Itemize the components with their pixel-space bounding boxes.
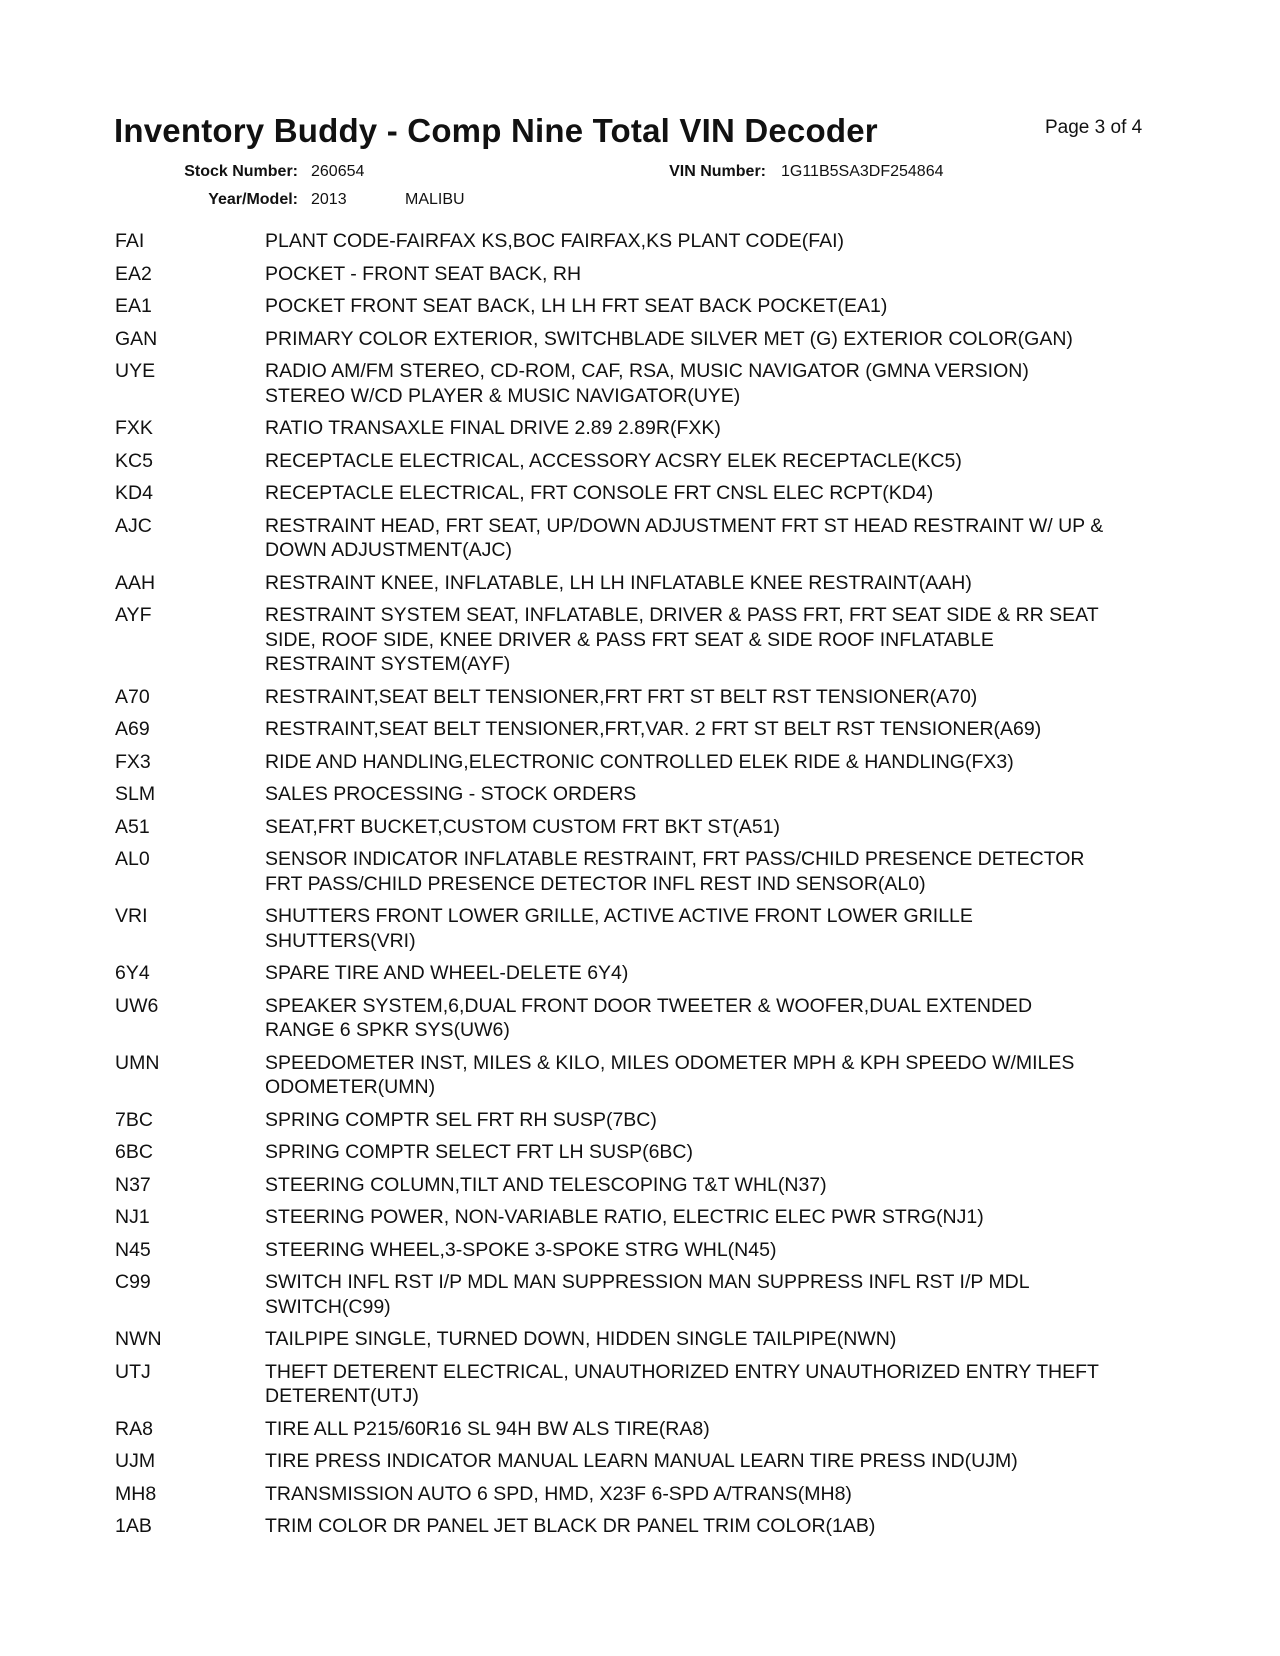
option-row — [0, 1482, 1280, 1515]
option-row — [0, 1205, 1280, 1238]
option-code: NJ1 — [115, 1206, 150, 1228]
option-code: A69 — [115, 718, 150, 740]
option-row — [0, 416, 1280, 449]
option-code: NWN — [115, 1328, 162, 1350]
stock-number-value: 260654 — [311, 163, 365, 180]
option-code-list — [0, 229, 1280, 1547]
option-row — [0, 685, 1280, 718]
option-code: UYE — [115, 360, 156, 382]
option-code: EA2 — [115, 262, 152, 285]
option-row — [0, 1327, 1280, 1360]
option-description: RADIO AM/FM STEREO, CD-ROM, CAF, RSA, MUSIC NAVIGATOR (GMNA VERSION) STEREO W/CD PLAYER & MUSIC NAVIGATOR(UYE) — [265, 360, 1029, 407]
option-code: EA1 — [115, 295, 152, 317]
option-code: AYF — [115, 604, 152, 626]
option-description: PLANT CODE-FAIRFAX KS,BOC FAIRFAX,KS PLANT CODE(FAI) — [265, 230, 845, 252]
option-code: FX3 — [115, 750, 151, 773]
option-description: THEFT DETERENT ELECTRICAL, UNAUTHORIZED ENTRY UNAUTHORIZED ENTRY THEFT DETERENT(UTJ) — [265, 1360, 1099, 1407]
option-code: VRI — [115, 905, 148, 927]
option-row — [0, 1360, 1280, 1417]
option-code: GAN — [115, 327, 158, 350]
option-row — [0, 1270, 1280, 1327]
option-description: POCKET - FRONT SEAT BACK, RH — [265, 262, 582, 285]
option-description: SPEAKER SYSTEM,6,DUAL FRONT DOOR TWEETER & WOOFER,DUAL EXTENDED RANGE 6 SPKR SYS(UW6) — [265, 994, 1033, 1041]
option-description: RESTRAINT KNEE, INFLATABLE, LH LH INFLATABLE KNEE RESTRAINT(AAH) — [265, 571, 972, 594]
option-row — [0, 904, 1280, 961]
option-row — [0, 327, 1280, 360]
option-row — [0, 449, 1280, 482]
option-row — [0, 1173, 1280, 1206]
option-code: MH8 — [115, 1482, 157, 1505]
option-code: SLM — [115, 783, 156, 805]
option-code: UJM — [115, 1450, 156, 1472]
option-description: POCKET FRONT SEAT BACK, LH LH FRT SEAT BACK POCKET(EA1) — [265, 295, 888, 317]
option-code: C99 — [115, 1271, 151, 1293]
option-row — [0, 1051, 1280, 1108]
option-code: FXK — [115, 417, 153, 439]
vin-number-value: 1G11B5SA3DF254864 — [781, 163, 944, 180]
option-description: TRIM COLOR DR PANEL JET BLACK DR PANEL TRIM COLOR(1AB) — [265, 1515, 876, 1537]
option-row — [0, 571, 1280, 604]
option-description: SPRING COMPTR SEL FRT RH SUSP(7BC) — [265, 1108, 657, 1131]
option-code: 6Y4 — [115, 962, 150, 984]
model-value: MALIBU — [405, 191, 465, 208]
option-row — [0, 294, 1280, 327]
vin-number-label: VIN Number: — [669, 163, 766, 180]
option-row — [0, 782, 1280, 815]
year-value: 2013 — [311, 191, 347, 208]
option-row — [0, 229, 1280, 262]
option-description: RIDE AND HANDLING,ELECTRONIC CONTROLLED ELEK RIDE & HANDLING(FX3) — [265, 750, 1014, 773]
option-row — [0, 815, 1280, 848]
option-description: TIRE ALL P215/60R16 SL 94H BW ALS TIRE(RA8) — [265, 1417, 710, 1440]
option-code: KC5 — [115, 449, 153, 472]
option-code: UTJ — [115, 1360, 151, 1383]
option-row — [0, 262, 1280, 295]
option-code: AAH — [115, 571, 156, 594]
option-row — [0, 359, 1280, 416]
option-row — [0, 750, 1280, 783]
option-row — [0, 514, 1280, 571]
page-number: Page 3 of 4 — [1045, 117, 1143, 138]
option-row — [0, 994, 1280, 1051]
option-description: SENSOR INDICATOR INFLATABLE RESTRAINT, FRT PASS/CHILD PRESENCE DETECTOR FRT PASS/CHILD PRESENCE DETECTOR INFL REST IND SENSOR(AL0) — [265, 848, 1085, 895]
option-row — [0, 847, 1280, 904]
option-code: A70 — [115, 685, 150, 708]
option-description: RESTRAINT,SEAT BELT TENSIONER,FRT FRT ST BELT RST TENSIONER(A70) — [265, 685, 978, 708]
option-description: STEERING COLUMN,TILT AND TELESCOPING T&T WHL(N37) — [265, 1173, 827, 1196]
option-code: RA8 — [115, 1417, 153, 1440]
option-description: TIRE PRESS INDICATOR MANUAL LEARN MANUAL LEARN TIRE PRESS IND(UJM) — [265, 1450, 1018, 1472]
option-description: RATIO TRANSAXLE FINAL DRIVE 2.89 2.89R(FXK) — [265, 417, 721, 439]
stock-number-label: Stock Number: — [184, 163, 298, 180]
option-description: SEAT,FRT BUCKET,CUSTOM CUSTOM FRT BKT ST(A51) — [265, 815, 781, 838]
option-row — [0, 1140, 1280, 1173]
option-description: RESTRAINT HEAD, FRT SEAT, UP/DOWN ADJUSTMENT FRT ST HEAD RESTRAINT W/ UP & DOWN ADJUSTMENT(AJC) — [265, 514, 1104, 561]
option-row — [0, 961, 1280, 994]
year-model-label: Year/Model: — [208, 191, 298, 208]
option-code: 6BC — [115, 1141, 153, 1163]
option-description: RESTRAINT SYSTEM SEAT, INFLATABLE, DRIVER & PASS FRT, FRT SEAT SIDE & RR SEAT SIDE, ROOF SIDE, KNEE DRIVER & PASS FRT SEAT & SIDE ROOF INFLATABLE RESTRAINT SYSTEM(AYF) — [265, 604, 1099, 675]
option-description: RECEPTACLE ELECTRICAL, FRT CONSOLE FRT CNSL ELEC RCPT(KD4) — [265, 482, 934, 504]
option-row — [0, 717, 1280, 750]
option-code: 7BC — [115, 1108, 153, 1131]
option-description: SWITCH INFL RST I/P MDL MAN SUPPRESSION MAN SUPPRESS INFL RST I/P MDL SWITCH(C99) — [265, 1271, 1030, 1318]
option-description: RECEPTACLE ELECTRICAL, ACCESSORY ACSRY ELEK RECEPTACLE(KC5) — [265, 449, 962, 472]
option-row — [0, 1514, 1280, 1547]
option-description: TRANSMISSION AUTO 6 SPD, HMD, X23F 6-SPD A/TRANS(MH8) — [265, 1482, 852, 1505]
option-description: SHUTTERS FRONT LOWER GRILLE, ACTIVE ACTIVE FRONT LOWER GRILLE SHUTTERS(VRI) — [265, 905, 973, 952]
option-code: UW6 — [115, 994, 159, 1017]
option-row — [0, 481, 1280, 514]
option-code: FAI — [115, 230, 145, 252]
option-description: TAILPIPE SINGLE, TURNED DOWN, HIDDEN SINGLE TAILPIPE(NWN) — [265, 1328, 897, 1350]
option-description: PRIMARY COLOR EXTERIOR, SWITCHBLADE SILVER MET (G) EXTERIOR COLOR(GAN) — [265, 327, 1073, 350]
option-row — [0, 1108, 1280, 1141]
option-description: SPARE TIRE AND WHEEL-DELETE 6Y4) — [265, 962, 629, 984]
option-code: KD4 — [115, 482, 153, 504]
option-row — [0, 1238, 1280, 1271]
option-row — [0, 603, 1280, 685]
option-row — [0, 1417, 1280, 1450]
option-description: STEERING POWER, NON-VARIABLE RATIO, ELECTRIC ELEC PWR STRG(NJ1) — [265, 1206, 984, 1228]
option-description: STEERING WHEEL,3-SPOKE 3-SPOKE STRG WHL(N45) — [265, 1238, 777, 1261]
option-description: SALES PROCESSING - STOCK ORDERS — [265, 783, 637, 805]
page-title: Inventory Buddy - Comp Nine Total VIN Decoder — [114, 112, 878, 149]
option-code: N37 — [115, 1173, 151, 1196]
option-code: 1AB — [115, 1515, 152, 1537]
option-description: SPEEDOMETER INST, MILES & KILO, MILES ODOMETER MPH & KPH SPEEDO W/MILES ODOMETER(UMN) — [265, 1051, 1075, 1098]
option-code: A51 — [115, 815, 150, 838]
option-code: AJC — [115, 514, 152, 537]
option-description: SPRING COMPTR SELECT FRT LH SUSP(6BC) — [265, 1141, 694, 1163]
option-code: UMN — [115, 1051, 160, 1074]
option-row — [0, 1449, 1280, 1482]
option-code: AL0 — [115, 848, 150, 870]
option-description: RESTRAINT,SEAT BELT TENSIONER,FRT,VAR. 2 FRT ST BELT RST TENSIONER(A69) — [265, 718, 1042, 740]
option-code: N45 — [115, 1238, 151, 1261]
